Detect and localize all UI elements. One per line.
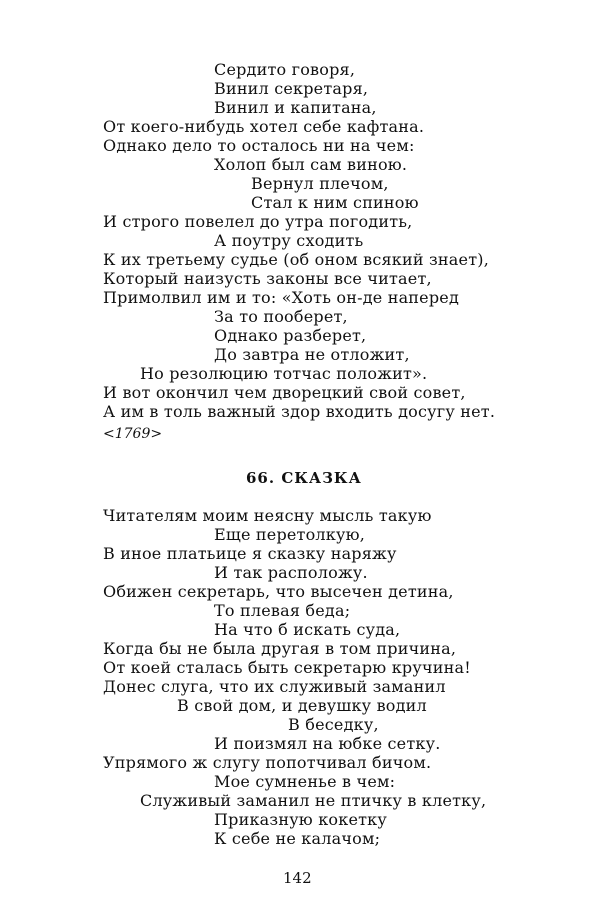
poem-line: К себе не калачом; (214, 829, 381, 848)
poem-line: Когда бы не была другая в том причина, (103, 639, 457, 658)
poem-line: Сердито говоря, (214, 60, 356, 79)
poem-line: Холоп был сам виною. (214, 155, 408, 174)
poem-line: Донес слуга, что их служивый заманил (103, 677, 446, 696)
poem-line: Обижен секретарь, что высечен детина, (103, 582, 454, 601)
poem-line: И поизмял на юбке сетку. (214, 734, 441, 753)
poem-line: Винил секретаря, (214, 79, 369, 98)
poem-line: До завтра не отложит, (214, 345, 410, 364)
poem-line: И вот окончил чем дворецкий свой совет, (103, 383, 466, 402)
poem-line: То плевая беда; (214, 601, 351, 620)
poem-line: Приказную кокетку (214, 810, 387, 829)
poem-line: В беседку, (288, 715, 379, 734)
poem-line: От коей сталась быть секретарю кручина! (103, 658, 471, 677)
poem-line: На что б искать суда, (214, 620, 401, 639)
poem-line: Стал к ним спиною (251, 193, 419, 212)
poem-line: А поутру сходить (214, 231, 364, 250)
poem-line: От коего-нибудь хотел себе кафтана. (103, 117, 425, 136)
poem-line: Винил и капитана, (214, 98, 377, 117)
poem-line: И строго повелел до утра погодить, (103, 212, 413, 231)
poem-line: В свой дом, и девушку водил (177, 696, 427, 715)
poem-line: Примолвил им и то: «Хоть он-де наперед (103, 288, 459, 307)
poem-line: Однако разберет, (214, 326, 367, 345)
poem-line: И так расположу. (214, 563, 368, 582)
poem-line: Однако дело то осталось ни на чем: (103, 136, 415, 155)
poem-line: Читателям моим неясну мысль такую (103, 506, 432, 525)
poem-line: Вернул плечом, (251, 174, 389, 193)
poem-line: К их третьему судье (об оном всякий знает), (103, 250, 489, 269)
poem-line: Мое сумненье в чем: (214, 772, 396, 791)
poem-line: Но резолюцию тотчас положит». (140, 364, 428, 383)
poem-line: Упрямого ж слугу попотчивал бичом. (103, 753, 432, 772)
poem-line: А им в толь важный здор входить досугу нет. (103, 402, 496, 421)
poem-line: В иное платьице я сказку наряжу (103, 544, 397, 563)
poem-line: Еще перетолкую, (214, 525, 366, 544)
poem-line: Служивый заманил не птичку в клетку, (140, 791, 487, 810)
page-number: 142 (283, 869, 312, 887)
section-title: 66. СКАЗКА (246, 469, 362, 487)
poem-date: <1769> (103, 426, 163, 442)
poem-line: Который наизусть законы все читает, (103, 269, 432, 288)
poem-line: За то пооберет, (214, 307, 348, 326)
